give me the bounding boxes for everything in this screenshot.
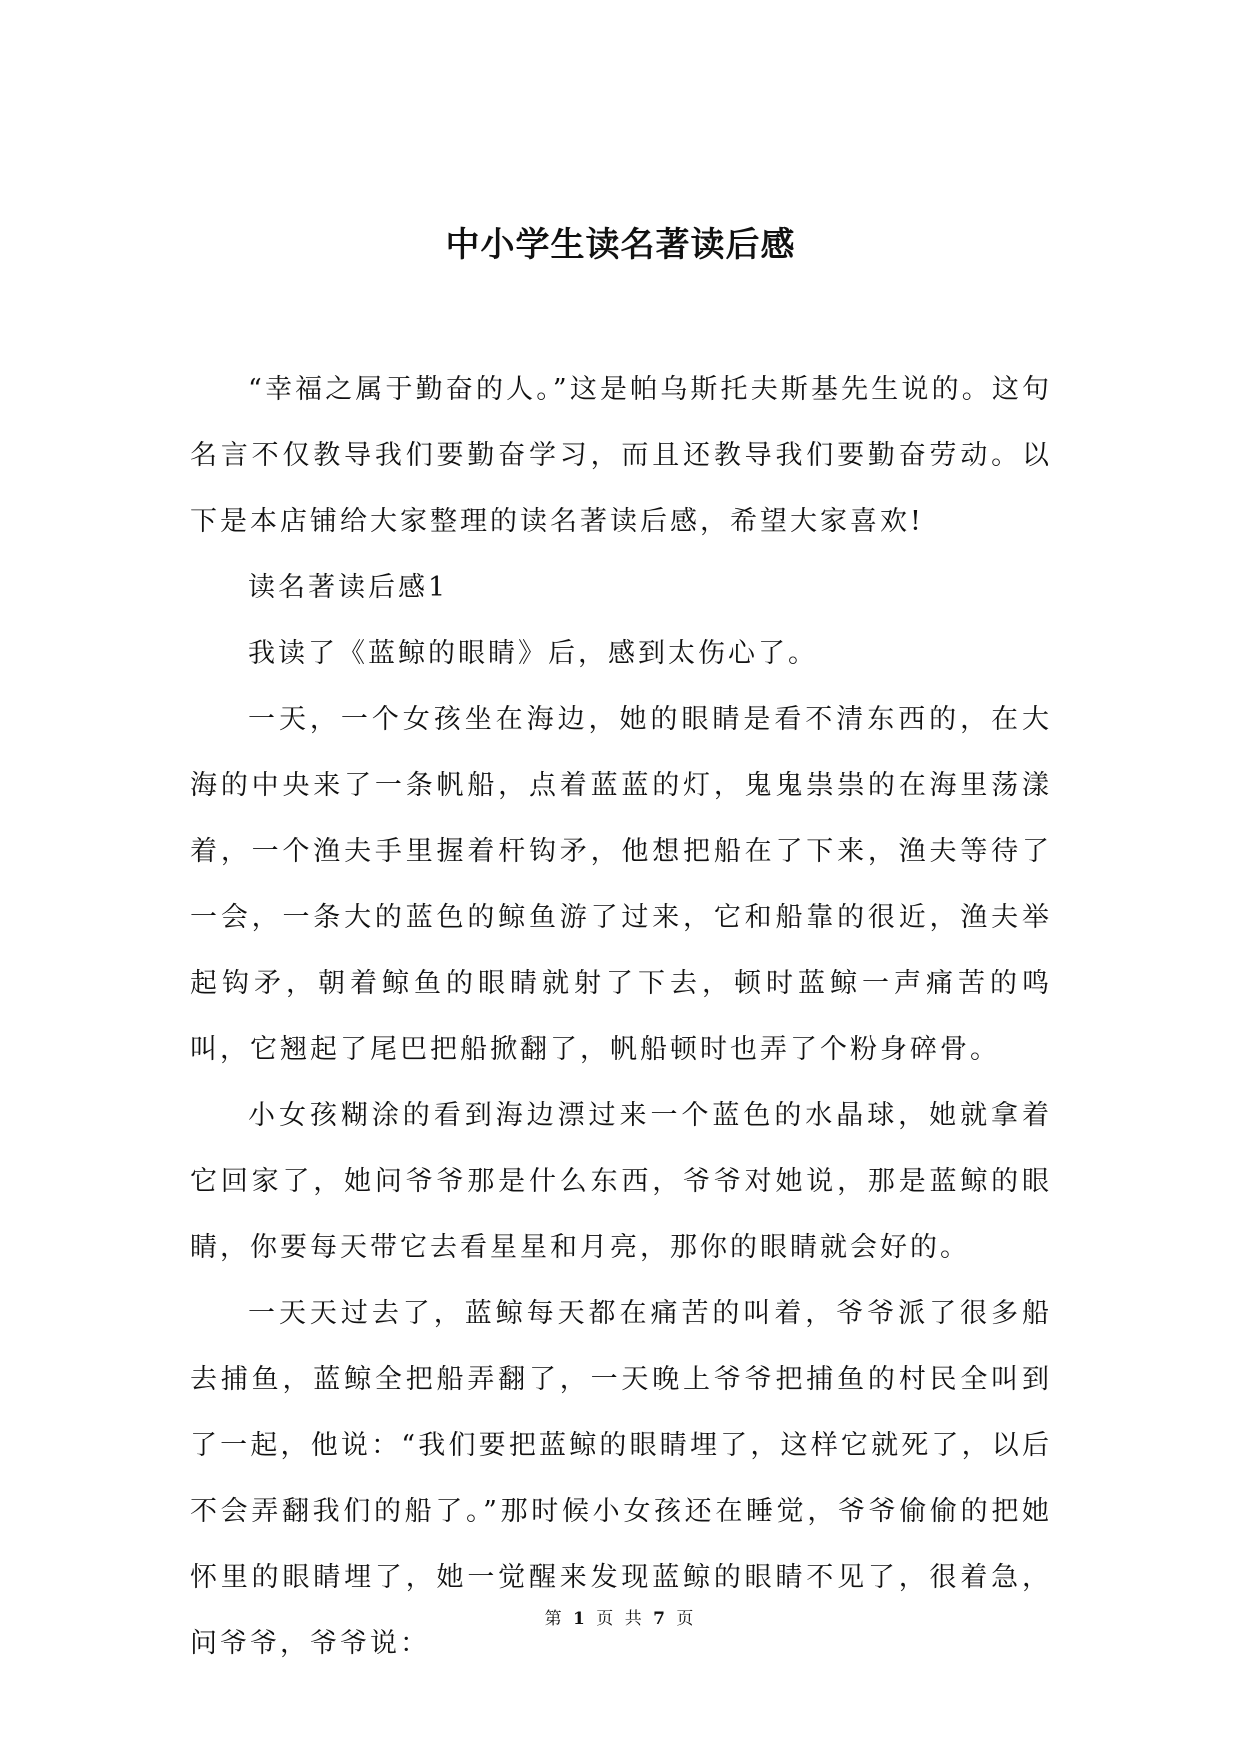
intro-paragraph: “幸福之属于勤奋的人。”这是帕乌斯托夫斯基先生说的。这句名言不仅教导我们要勤奋学习，而且还教导我们要勤奋劳动。以下是本店铺给大家整理的读名著读后感，希望大家喜欢!	[190, 374, 1052, 537]
footer-middle: 页 共	[596, 1609, 645, 1629]
page-footer	[0, 1607, 1241, 1631]
footer-page-number: 1	[573, 1609, 588, 1629]
section-heading: 读名著读后感1	[248, 572, 449, 603]
footer-prefix: 第	[544, 1609, 565, 1629]
body-paragraph: 一天，一个女孩坐在海边，她的眼睛是看不清东西的，在大海的中央来了一条帆船，点着蓝蓝的灯，鬼鬼祟祟的在海里荡漾着，一个渔夫手里握着杆钩矛，他想把船在了下来，渔夫等待了一会，一条大的蓝色的鲸鱼游了过来，它和船靠的很近，渔夫举起钩矛，朝着鲸鱼的眼睛就射了下去，顿时蓝鲸一声痛苦的鸣叫，它翘起了尾巴把船掀翻了，帆船顿时也弄了个粉身碎骨。	[190, 704, 1052, 1065]
document-body	[190, 357, 1052, 1677]
body-paragraph: 小女孩糊涂的看到海边漂过来一个蓝色的水晶球，她就拿着它回家了，她问爷爷那是什么东西，爷爷对她说，那是蓝鲸的眼睛，你要每天带它去看星星和月亮，那你的眼睛就会好的。	[190, 1100, 1052, 1263]
body-paragraph: 一天天过去了，蓝鲸每天都在痛苦的叫着，爷爷派了很多船去捕鱼，蓝鲸全把船弄翻了，一天晚上爷爷把捕鱼的村民全叫到了一起，他说：“我们要把蓝鲸的眼睛埋了，这样它就死了，以后不会弄翻我们的船了。”那时候小女孩还在睡觉，爷爷偷偷的把她怀里的眼睛埋了，她一觉醒来发现蓝鲸的眼睛不见了，很着急，问爷爷，爷爷说：	[190, 1298, 1052, 1659]
page-title: 中小学生读名著读后感	[445, 225, 796, 265]
body-paragraph: 我读了《蓝鲸的眼睛》后，感到太伤心了。	[248, 638, 818, 669]
footer-total-pages: 7	[653, 1609, 668, 1629]
footer-suffix: 页	[676, 1609, 697, 1629]
